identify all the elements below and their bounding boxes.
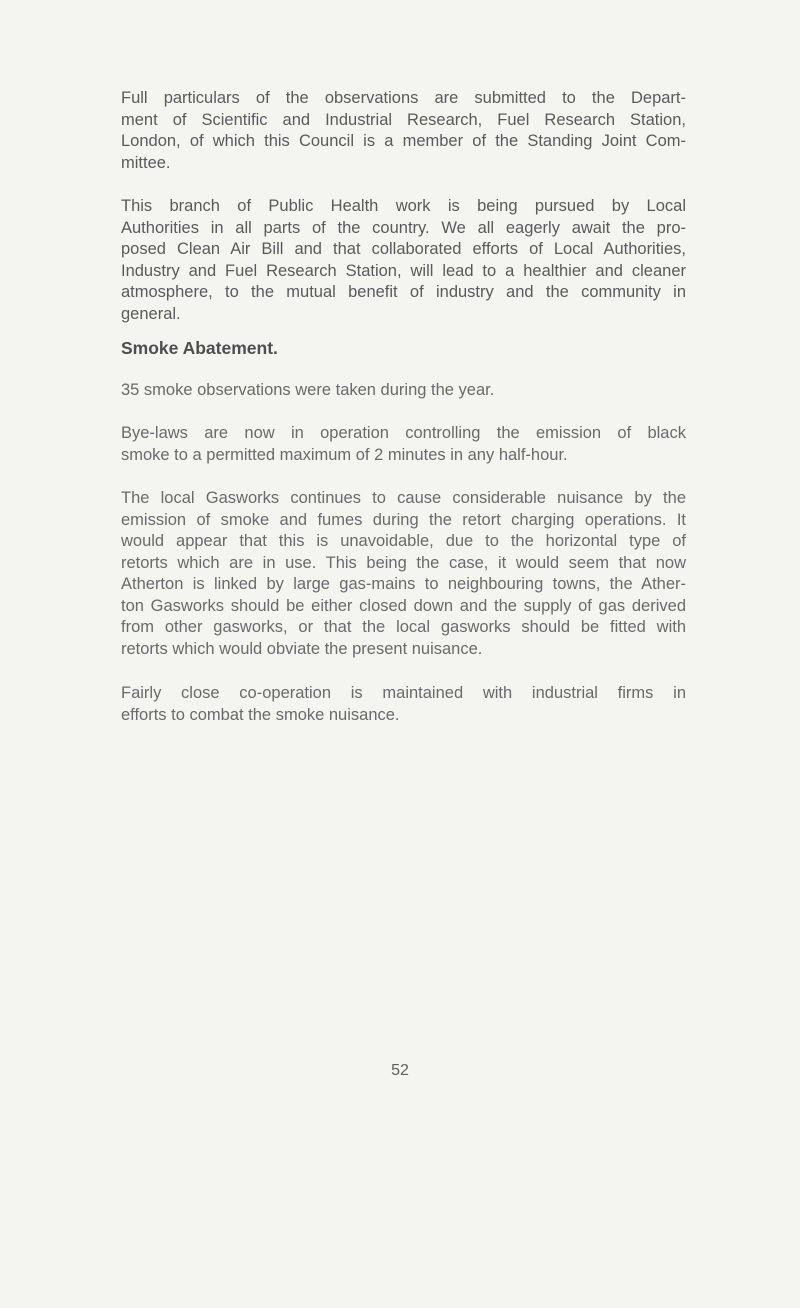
text-line: would appear that this is unavoidable, due to the horizontal type of xyxy=(121,532,686,550)
paragraph-bye-laws xyxy=(121,423,686,466)
text-line: efforts to combat the smoke nuisance. xyxy=(121,705,400,724)
text-line: smoke to a permitted maximum of 2 minutes in any half-hour. xyxy=(121,445,568,464)
text-line: ton Gasworks should be either closed down and the supply of gas derived xyxy=(121,596,686,615)
text-line: general. xyxy=(121,304,181,323)
paragraph-public-health xyxy=(121,196,686,325)
text-line: from other gasworks, or that the local gasworks should be fitted with xyxy=(121,618,686,636)
paragraph-fuel-research xyxy=(121,88,686,174)
text-line: This branch of Public Health work is being pursued by Local xyxy=(121,197,686,215)
text-line: retorts which would obviate the present nuisance. xyxy=(121,639,483,658)
text-line: atmosphere, to the mutual benefit of industry and the community in xyxy=(121,283,686,301)
text-line: emission of smoke and fumes during the retort charging operations. It xyxy=(121,510,686,529)
text-line: London, of which this Council is a member of the Standing Joint Com- xyxy=(121,132,686,150)
text-line: mittee. xyxy=(121,153,171,172)
section-heading: Smoke Abatement. xyxy=(121,338,278,358)
text-line: Full particulars of the observations are submitted to the Depart- xyxy=(121,89,686,107)
text-line: Fairly close co-operation is maintained with industrial firms in xyxy=(121,684,686,702)
paragraph-observations xyxy=(121,380,686,402)
page-number: 52 xyxy=(391,1062,409,1079)
text-line: The local Gasworks continues to cause considerable nuisance by the xyxy=(121,489,686,507)
text-line: Authorities in all parts of the country. We all eagerly await the pro- xyxy=(121,218,686,237)
text-line: Atherton is linked by large gas-mains to neighbouring towns, the Ather- xyxy=(121,575,686,593)
text-line: Bye-laws are now in operation controlling the emission of black xyxy=(121,424,686,442)
text-line: posed Clean Air Bill and that collaborated efforts of Local Authorities, xyxy=(121,240,686,258)
text-line: Industry and Fuel Research Station, will lead to a healthier and cleaner xyxy=(121,261,686,280)
text-line: 35 smoke observations were taken during the year. xyxy=(121,381,495,399)
text-line: ment of Scientific and Industrial Research, Fuel Research Station, xyxy=(121,110,686,129)
text-line: retorts which are in use. This being the case, it would seem that now xyxy=(121,553,686,572)
paragraph-gasworks xyxy=(121,488,686,660)
paragraph-co-operation xyxy=(121,683,686,726)
